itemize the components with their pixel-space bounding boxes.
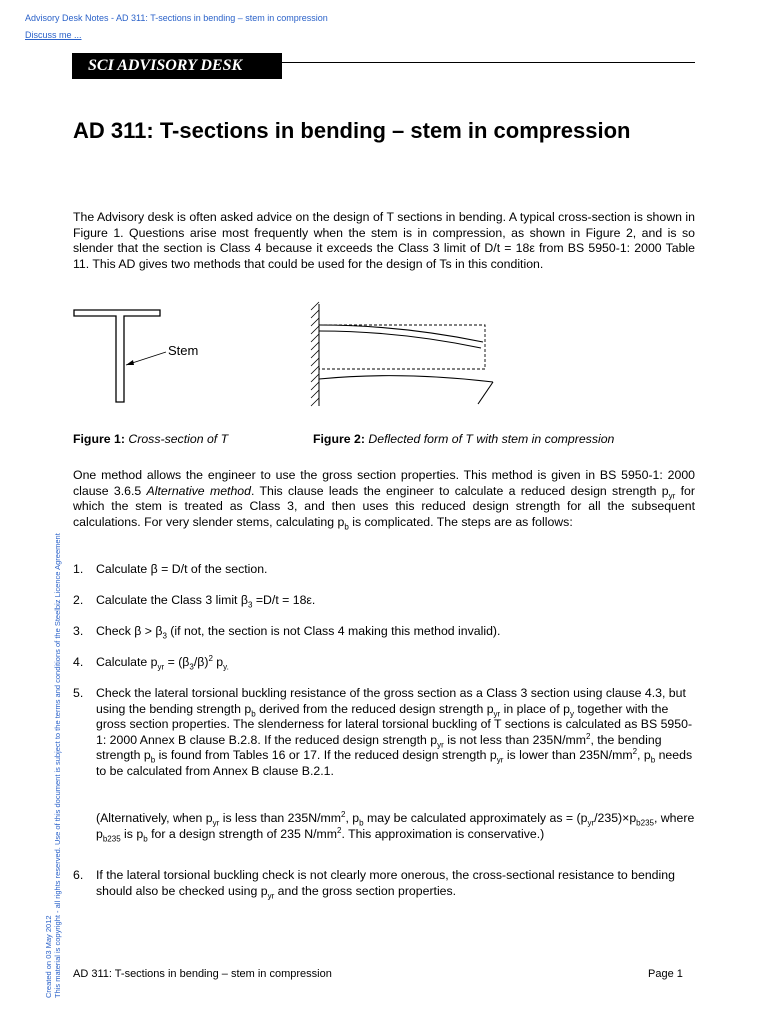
page-title: AD 311: T-sections in bending – stem in compression (73, 118, 631, 143)
running-header: Advisory Desk Notes - AD 311: T-sections in bending – stem in compression (25, 13, 328, 23)
page-number: Page 1 (648, 968, 683, 980)
figure1-caption: Figure 1: Cross-section of T (73, 432, 229, 446)
stem-label: Stem (168, 343, 199, 358)
method-paragraph: One method allows the engineer to use the gross section properties. This method is given in BS 5950-1: 2000 clause 3.6.5 Alternative method. This clause leads the engineer to calculate a reduced design strength $p_{yr}$ for which the stem is treated as Class 3, and then uses this reduced design strength for all the subsequent calculations. For very slender stems, calculating $p_b$ is complicated. The steps are as follows: (73, 468, 695, 531)
banner-rule (282, 62, 695, 63)
copyright-sidebar: Created on 03 May 2012 This material is copyright - all rights reserved. Use of this document is subject to the terms and conditions of the Steelbiz Licence Agreement (44, 533, 62, 998)
intro-paragraph: The Advisory desk is often asked advice on the design of T sections in bending. A typical cross-section is shown in Figure 1. Questions arise most frequently when the stem is in compression, as shown in Figure 2, and is so slender that the section is Class 4 because it exceeds the Class 3 limit of D/t = 18ε from BS 5950-1: 2000 Table 11. This AD gives two methods that could be used for the design of Ts in this condition. (73, 210, 695, 271)
figure2-caption: Figure 2: Deflected form of T with stem in compression (313, 432, 615, 446)
footer-title: AD 311: T-sections in bending – stem in compression (73, 968, 332, 980)
figure1-t-section-drawing (70, 304, 220, 404)
figure2-deflected-form-drawing (305, 300, 525, 410)
discuss-link[interactable]: Discuss me ... (25, 30, 82, 40)
sci-advisory-desk-banner: SCI ADVISORY DESK (72, 53, 282, 79)
